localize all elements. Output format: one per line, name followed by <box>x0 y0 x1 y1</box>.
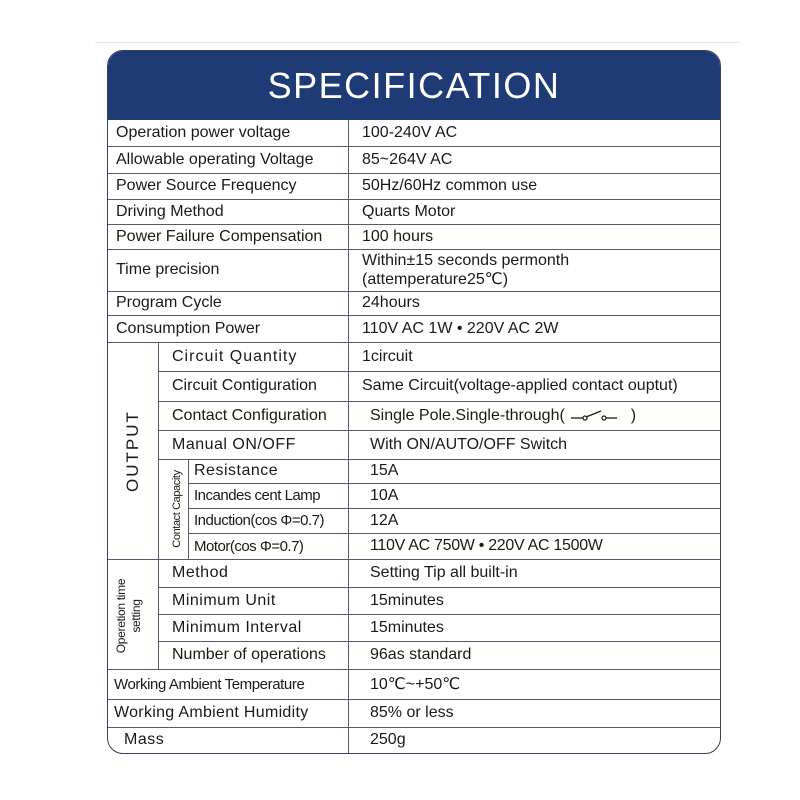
value-driving-method: Quarts Motor <box>362 202 456 220</box>
value-circuit-configuration: Same Circuit(voltage-applied contact ouptut) <box>362 377 678 394</box>
value-working-ambient-humidity: 85% or less <box>370 704 454 721</box>
time-precision-line1: Within±15 seconds permonth <box>362 252 570 269</box>
label-time-precision: Time precision <box>116 261 220 278</box>
label-working-ambient-temperature: Working Ambient Temperature <box>114 675 305 693</box>
contact-capacity-label: Contact Capacity <box>171 470 183 548</box>
value-circuit-quantity: 1circuit <box>362 347 413 365</box>
value-contact-configuration <box>370 401 636 430</box>
label-power-source-frequency: Power Source Frequency <box>116 177 297 194</box>
value-working-ambient-temperature: 10℃~+50℃ <box>370 676 461 693</box>
switch-symbol-icon <box>569 409 621 423</box>
specification-table <box>107 50 721 754</box>
label-working-ambient-humidity: Working Ambient Humidity <box>114 704 309 721</box>
value-allowable-operating-voltage: 85~264V AC <box>362 150 453 168</box>
value-operation-power-voltage: 100-240V AC <box>362 124 458 141</box>
label-mass: Mass <box>124 731 165 748</box>
label-contact-configuration: Contact Configuration <box>172 406 327 424</box>
label-minimum-unit: Minimum Unit <box>172 591 276 609</box>
label-driving-method: Driving Method <box>116 202 224 220</box>
label-operation-power-voltage: Operation power voltage <box>116 124 291 141</box>
operation-time-label-line2: setting <box>129 599 143 633</box>
value-power-source-frequency: 50Hz/60Hz common use <box>362 177 538 194</box>
value-manual-on-off: With ON/AUTO/OFF Switch <box>370 435 568 453</box>
label-incandescent-lamp: Incandes cent Lamp <box>194 487 321 504</box>
value-consumption-power: 110V AC 1W • 220V AC 2W <box>362 319 559 337</box>
value-number-of-operations: 96as standard <box>370 646 472 663</box>
page-title: SPECIFICATION <box>267 64 561 106</box>
top-divider <box>95 42 740 43</box>
value-resistance: 15A <box>370 462 399 479</box>
label-circuit-configuration: Circuit Contiguration <box>172 377 317 394</box>
row-line <box>108 727 721 728</box>
value-minimum-unit: 15minutes <box>370 591 444 609</box>
label-minimum-interval: Minimum Interval <box>172 618 302 636</box>
value-incandescent-lamp: 10A <box>370 486 399 504</box>
value-program-cycle: 24hours <box>362 294 420 311</box>
column-divider <box>348 120 349 754</box>
header-banner <box>108 51 720 120</box>
label-motor: Motor(cos Φ=0.7) <box>194 537 304 555</box>
label-allowable-operating-voltage: Allowable operating Voltage <box>116 150 314 168</box>
label-method: Method <box>172 564 229 581</box>
contact-capacity-divider <box>188 459 189 559</box>
time-precision-line2: (attemperature25℃) <box>362 271 509 288</box>
value-method: Setting Tip all built-in <box>370 564 518 581</box>
value-minimum-interval: 15minutes <box>370 618 444 636</box>
output-group-label: OUTPUT <box>123 410 142 492</box>
label-manual-on-off: Manual ON/OFF <box>172 435 296 453</box>
value-induction: 12A <box>370 511 399 529</box>
contact-configuration-prefix: Single Pole.Single-through( <box>370 406 565 424</box>
label-circuit-quantity: Circuit Quantity <box>172 347 298 365</box>
operation-time-label-line1: Operetion time <box>114 578 128 654</box>
label-program-cycle: Program Cycle <box>116 294 222 311</box>
value-power-failure-compensation: 100 hours <box>362 227 434 245</box>
value-mass: 250g <box>370 731 406 748</box>
label-consumption-power: Consumption Power <box>116 319 261 337</box>
value-time-precision <box>362 251 569 289</box>
value-motor: 110V AC 750W • 220V AC 1500W <box>370 537 603 554</box>
label-power-failure-compensation: Power Failure Compensation <box>116 227 323 245</box>
label-induction: Induction(cos Φ=0.7) <box>194 512 324 529</box>
label-resistance: Resistance <box>194 462 279 479</box>
label-number-of-operations: Number of operations <box>172 646 326 663</box>
operation-time-setting-label <box>114 574 146 658</box>
contact-configuration-suffix: ) <box>630 406 637 424</box>
output-group-divider <box>158 342 159 559</box>
